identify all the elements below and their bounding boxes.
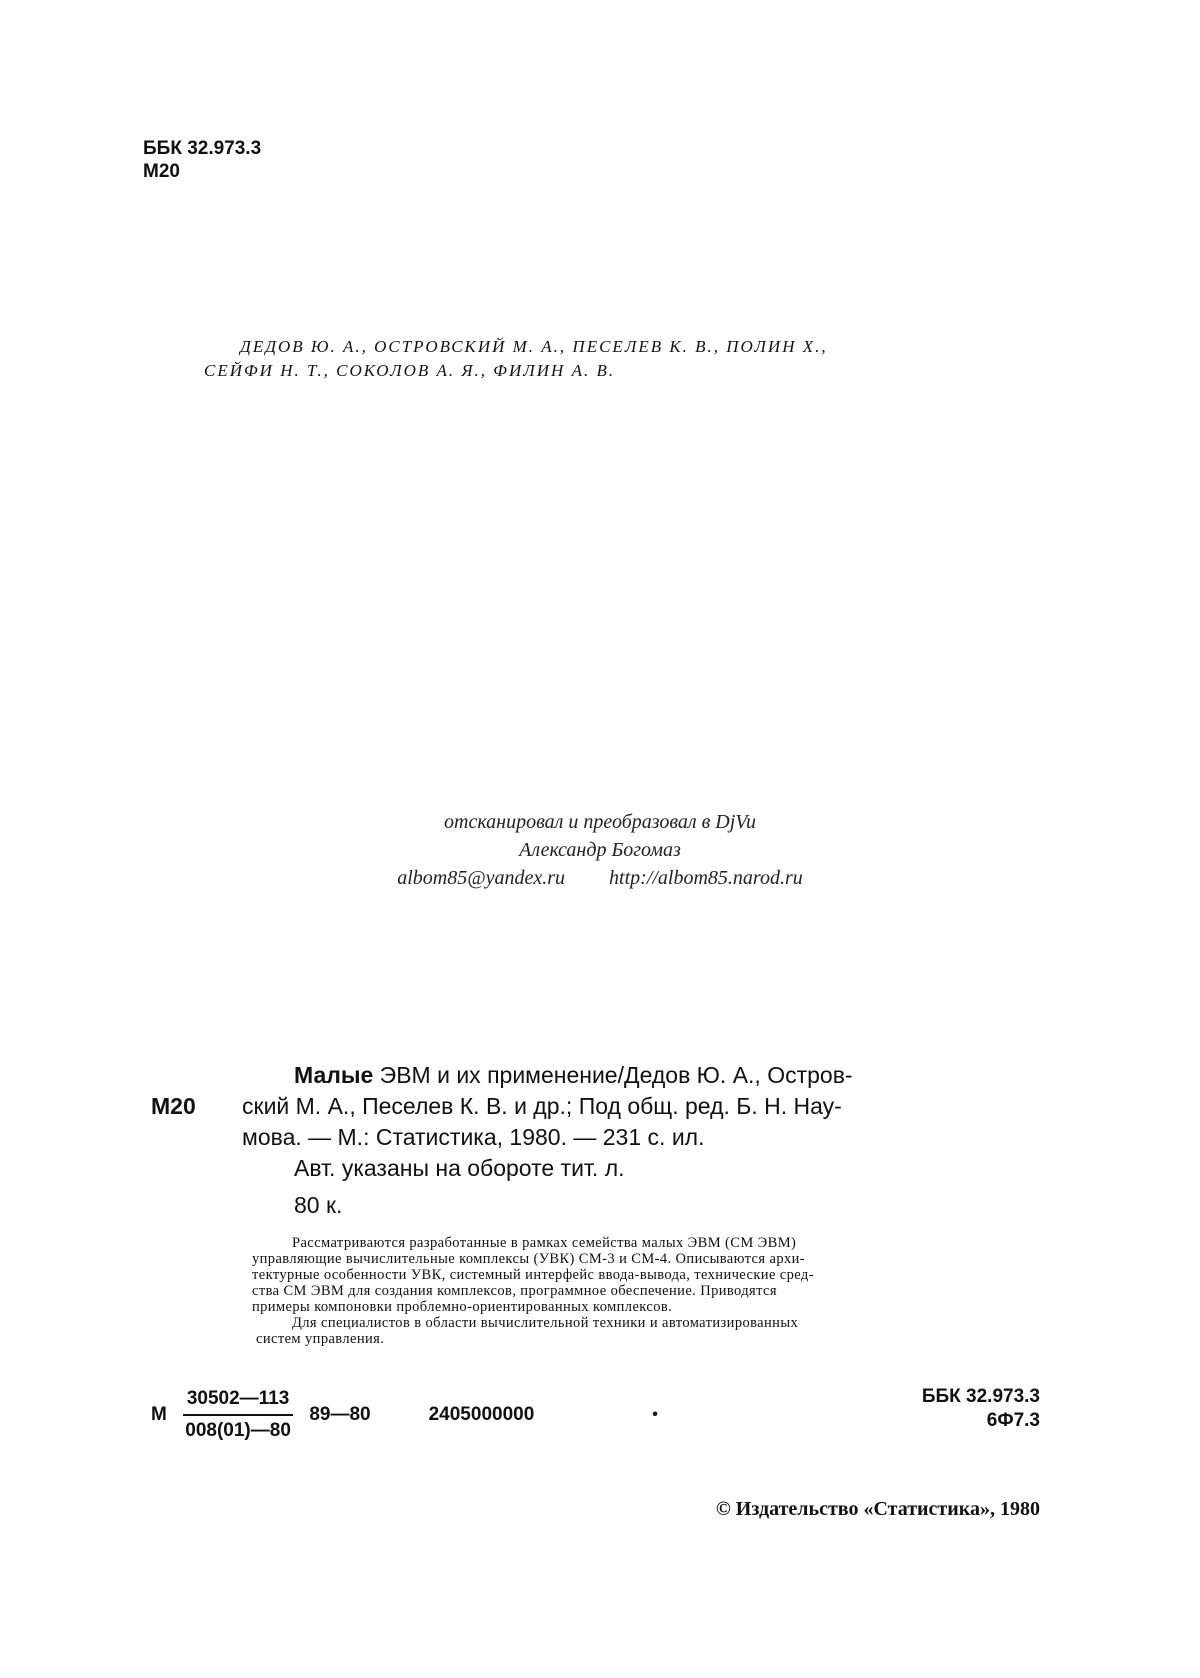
authors-block [204, 335, 1004, 383]
card-line [294, 1060, 1034, 1091]
annotation-line: Для специалистов в области вычислительной техники и автоматизированных [292, 1315, 799, 1331]
catalogue-index: М20 [143, 161, 180, 182]
bibliographic-card [242, 1060, 1034, 1221]
bbk-sub: 6Ф7.3 [986, 1410, 1040, 1431]
credits-url: http://albom85.narod.ru [609, 867, 803, 889]
authors-line: СЕЙФИ Н. Т., СОКОЛОВ А. Я., ФИЛИН А. В. [204, 361, 616, 380]
card-catalogue-index: М20 [151, 1093, 196, 1119]
copyright: © Издательство «Статистика», 1980 [715, 1498, 1040, 1520]
fraction-denominator: 008(01)—80 [185, 1420, 291, 1441]
fraction-numerator: 30502—113 [183, 1388, 294, 1416]
annotation-line: ства СМ ЭВМ для создания комплексов, программное обеспечение. Приводятся [252, 1283, 777, 1299]
index-row [151, 1388, 658, 1442]
annotation-line: Рассматриваются разработанные в рамках семейства малых ЭВМ (СМ ЭВМ) [292, 1235, 797, 1251]
card-line: мова. — М.: Статистика, 1980. — 231 с. ил. [242, 1124, 705, 1150]
credits-email: albom85@yandex.ru [397, 867, 566, 889]
index-fraction [183, 1388, 294, 1442]
credits-contacts [300, 864, 900, 892]
card-title-word: Малые [294, 1062, 374, 1088]
annotation-line: примеры компоновки проблемно-ориентированных комплексов. [252, 1299, 673, 1315]
index-after-fraction: 89—80 [309, 1404, 371, 1425]
bbk-code: ББК 32.973.3 [143, 138, 262, 159]
bbk-index-bottom [880, 1385, 1040, 1433]
annotation [252, 1235, 1042, 1347]
index-letter: М [151, 1404, 167, 1425]
bbk-index-top [143, 137, 261, 183]
scan-credits [300, 808, 900, 892]
card-line-rest: ЭВМ и их применение/Дедов Ю. А., Остров- [373, 1062, 853, 1088]
annotation-line: управляющие вычислительные комплексы (УВК) СМ-3 и СМ-4. Описываются архи- [252, 1251, 806, 1267]
annotation-line: тектурные особенности УВК, системный интерфейс ввода-вывода, технические сред- [252, 1267, 814, 1283]
card-line: Авт. указаны на обороте тит. л. [294, 1155, 625, 1181]
card-line: ский М. А., Песелев К. В. и др.; Под общ. ред. Б. Н. Нау- [242, 1093, 842, 1119]
bbk-code: ББК 32.973.3 [921, 1386, 1040, 1407]
index-mark: • [652, 1406, 658, 1423]
authors-line: ДЕДОВ Ю. А., ОСТРОВСКИЙ М. А., ПЕСЕЛЕВ К. В., ПОЛИН Х., [240, 337, 828, 356]
credits-author: Александр Богомаз [519, 839, 681, 861]
annotation-line: систем управления. [256, 1331, 385, 1347]
credits-line: отсканировал и преобразовал в DjVu [444, 811, 756, 833]
index-number: 2405000000 [428, 1404, 535, 1425]
card-price: 80 к. [294, 1192, 343, 1218]
